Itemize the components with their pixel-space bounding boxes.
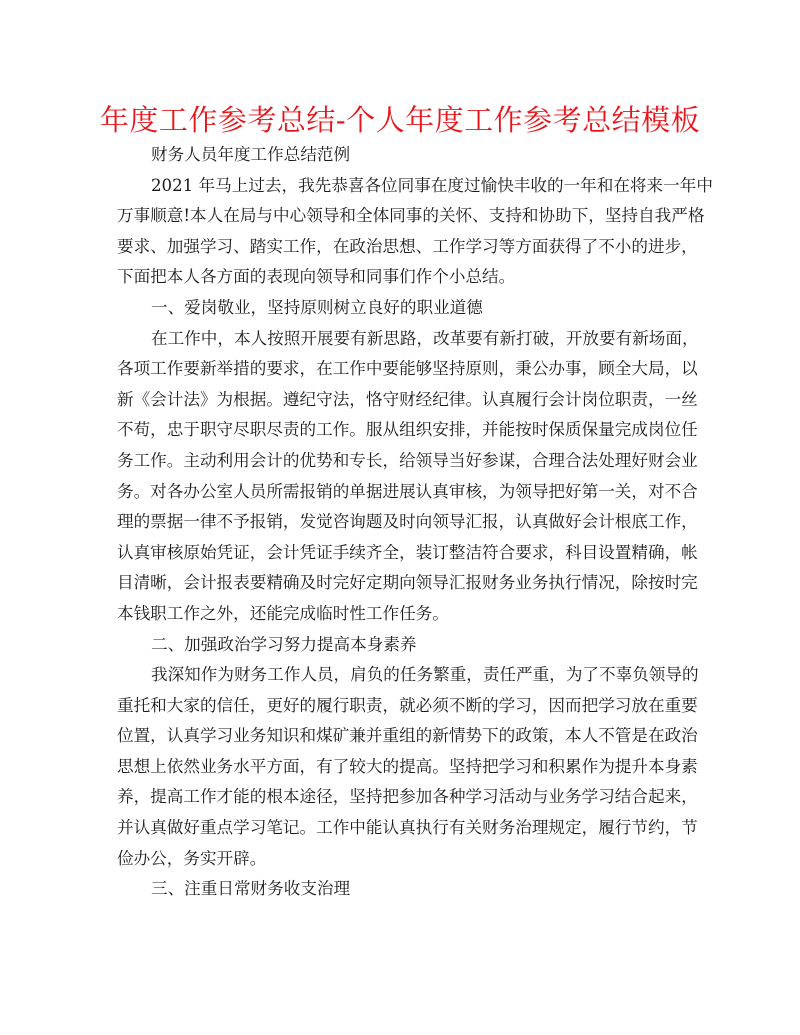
paragraph-line: 思想上依然业务水平方面，有了较大的提高。坚持把学习和积累作为提升本身素 — [117, 756, 698, 776]
paragraph-line: 要求、加强学习、踏实工作，在政治思想、工作学习等方面获得了不小的进步， — [117, 236, 698, 256]
section-2-paragraph — [117, 660, 699, 874]
paragraph-line: 目清晰，会计报表要精确及时完好定期向领导汇报财务业务执行情况，除按时完 — [117, 573, 698, 593]
intro-paragraph — [117, 171, 713, 293]
subtitle: 财务人员年度工作总结范例 — [151, 145, 351, 164]
section-heading-3: 三、注重日常财务收支治理 — [151, 879, 351, 899]
paragraph-line: 养，提高工作才能的根本途径，坚持把参加各种学习活动与业务学习结合起来， — [117, 787, 698, 807]
section-1-paragraph — [117, 324, 699, 630]
paragraph-line: 各项工作要新举措的要求，在工作中要能够坚持原则，秉公办事，顾全大局，以 — [117, 359, 698, 379]
paragraph-line: 重托和大家的信任，更好的履行职责，就必须不断的学习，因而把学习放在重要 — [117, 695, 698, 715]
paragraph-line: 在工作中，本人按照开展要有新思路，改革要有新打破，开放要有新场面， — [151, 328, 699, 348]
paragraph-line: 万事顺意!本人在局与中心领导和全体同事的关怀、支持和协助下，坚持自我严格 — [117, 206, 705, 226]
paragraph-line: 务。对各办公室人员所需报销的单据进展认真审核，为领导把好第一关，对不合 — [117, 481, 698, 501]
paragraph-line: 新《会计法》为根据。遵纪守法，恪守财经纪律。认真履行会计岗位职责，一丝 — [117, 389, 698, 409]
document-title: 年度工作参考总结-个人年度工作参考总结模板 — [99, 103, 701, 137]
paragraph-line: 2021 年马上过去，我先恭喜各位同事在度过愉快丰收的一年和在将来一年中 — [151, 175, 713, 195]
paragraph-line: 并认真做好重点学习笔记。工作中能认真执行有关财务治理规定，履行节约，节 — [117, 818, 698, 838]
paragraph-line: 俭办公，务实开辟。 — [117, 848, 267, 868]
paragraph-line: 我深知作为财务工作人员，肩负的任务繁重，责任严重，为了不辜负领导的 — [151, 665, 699, 685]
document-body — [117, 140, 713, 905]
paragraph-line: 务工作。主动利用会计的优势和专长，给领导当好参谋，合理合法处理好财会业 — [117, 450, 698, 470]
section-heading-1: 一、爱岗敬业，坚持原则树立良好的职业道德 — [151, 297, 483, 317]
paragraph-line: 不苟，忠于职守尽职尽责的工作。服从组织安排，并能按时保质保量完成岗位任 — [117, 420, 698, 440]
paragraph-line: 理的票据一律不予报销，发觉咨询题及时向领导汇报，认真做好会计根底工作， — [117, 512, 698, 532]
section-heading-2: 二、加强政治学习努力提高本身素养 — [151, 634, 417, 654]
paragraph-line: 本钱职工作之外，还能完成临时性工作任务。 — [117, 603, 449, 623]
paragraph-line: 认真审核原始凭证，会计凭证手续齐全，装订整洁符合要求，科目设置精确，帐 — [117, 542, 698, 562]
paragraph-line: 下面把本人各方面的表现向领导和同事们作个小总结。 — [117, 267, 516, 287]
paragraph-line: 位置，认真学习业务知识和煤矿兼并重组的新情势下的政策，本人不管是在政治 — [117, 726, 698, 746]
